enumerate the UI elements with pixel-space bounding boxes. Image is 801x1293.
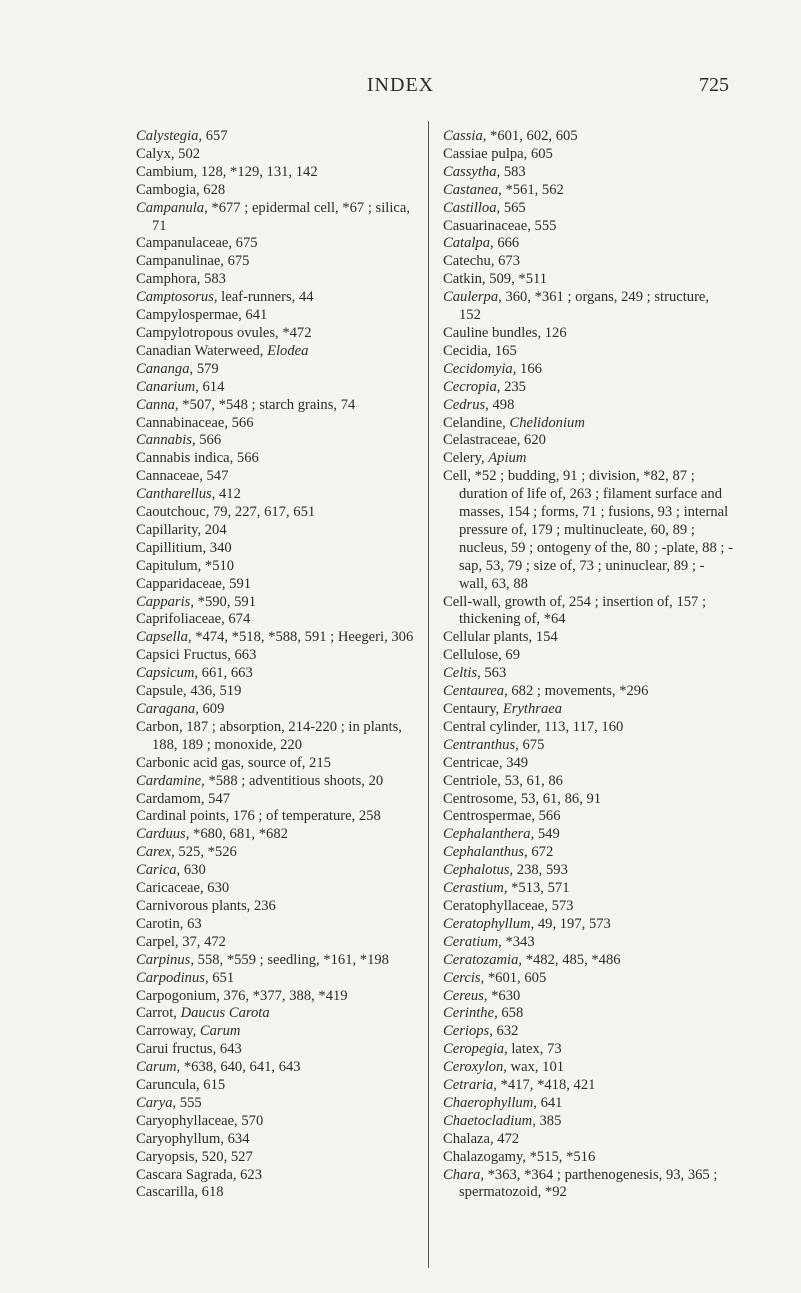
- entry-text: , 579: [189, 360, 219, 377]
- entry-text: , 166: [512, 360, 542, 377]
- entry-text: Catechu, 673: [443, 253, 521, 270]
- index-entry: [136, 970, 421, 988]
- entry-text: , 563: [477, 665, 507, 682]
- entry-text: Capparidaceae, 591: [136, 575, 252, 592]
- entry-text: Carui fructus, 643: [136, 1041, 242, 1058]
- entry-text: Central cylinder, 113, 117, 160: [443, 718, 624, 735]
- entry-term-italic: Cardamine: [136, 772, 202, 789]
- entry-text: , *363, *364 ; parthenogenesis, 93, 365 ; spermatozoid, *92: [459, 1166, 718, 1201]
- index-entry: [136, 540, 421, 558]
- entry-text: , 235: [496, 378, 526, 395]
- index-entry: [443, 844, 733, 862]
- index-entry: [136, 558, 421, 576]
- index-entry: [136, 773, 421, 791]
- entry-text: Carpel, 37, 472: [136, 933, 226, 950]
- index-entry: [443, 719, 733, 737]
- page-header: [0, 74, 801, 104]
- index-entry: [136, 307, 421, 325]
- index-entry: [136, 629, 421, 647]
- index-entry: [443, 1095, 733, 1113]
- index-entry: [443, 450, 733, 468]
- index-entry: [136, 880, 421, 898]
- entry-term-italic: Daucus Carota: [180, 1005, 270, 1022]
- index-entry: [136, 1059, 421, 1077]
- entry-term-italic: Cetraria: [443, 1077, 494, 1094]
- index-entry: [443, 182, 733, 200]
- entry-term-italic: Cantharellus: [136, 486, 212, 503]
- entry-text: , 661, 663: [194, 665, 253, 682]
- index-entry: [443, 594, 733, 630]
- entry-term-italic: Camptosorus: [136, 289, 214, 306]
- entry-term-italic: Ceropegia: [443, 1041, 505, 1058]
- index-entry: [136, 164, 421, 182]
- entry-text: Capillitium, 340: [136, 539, 232, 556]
- entry-text: , *474, *518, *588, 591 ; Heegeri, 306: [187, 629, 414, 646]
- index-entry: [443, 146, 733, 164]
- entry-term-italic: Cannabis: [136, 432, 192, 449]
- entry-text: Capillarity, 204: [136, 521, 227, 538]
- column-divider: [428, 121, 429, 1268]
- index-entry: [443, 253, 733, 271]
- entry-text: Carroway,: [136, 1023, 200, 1040]
- entry-text: , 672: [524, 844, 554, 861]
- entry-text: Cannaceae, 547: [136, 468, 229, 485]
- entry-text: Cellulose, 69: [443, 647, 521, 664]
- index-entry: [443, 397, 733, 415]
- index-entry: [443, 898, 733, 916]
- index-entry: [443, 737, 733, 755]
- entry-text: Capsici Fructus, 663: [136, 647, 257, 664]
- index-entry: [136, 450, 421, 468]
- index-entry: [443, 862, 733, 880]
- entry-text: Cannabinaceae, 566: [136, 414, 254, 431]
- entry-text: Centaury,: [443, 701, 503, 717]
- index-entry: [136, 826, 421, 844]
- page-title: INDEX: [366, 74, 435, 96]
- index-entry: [136, 432, 421, 450]
- index-entry: [443, 880, 733, 898]
- entry-text: Centriole, 53, 61, 86: [443, 772, 563, 789]
- index-entry: [136, 1023, 421, 1041]
- index-entry: [136, 325, 421, 343]
- entry-text: Caruncula, 615: [136, 1077, 226, 1094]
- index-entry: [443, 289, 733, 325]
- entry-term-italic: Canarium: [136, 378, 196, 395]
- entry-text: , *630: [483, 987, 521, 1004]
- entry-term-italic: Erythraea: [502, 701, 563, 717]
- entry-term-italic: Cephalanthus: [443, 844, 525, 861]
- entry-text: , *677 ; epidermal cell, *67 ; silica, 71: [152, 199, 410, 234]
- entry-term-italic: Cecidomyia: [443, 360, 513, 377]
- index-entry: [443, 701, 733, 719]
- index-entry: [136, 665, 421, 683]
- index-entry: [443, 1005, 733, 1023]
- index-entry: [443, 1041, 733, 1059]
- entry-text: , 666: [490, 235, 520, 252]
- entry-term-italic: Carpinus: [136, 951, 191, 968]
- index-entry: [136, 200, 421, 236]
- entry-text: , 614: [195, 378, 225, 395]
- entry-term-italic: Chaerophyllum: [443, 1094, 534, 1111]
- index-entry: [136, 862, 421, 880]
- index-entry: [136, 898, 421, 916]
- entry-term-italic: Cephalanthera: [443, 826, 531, 843]
- entry-text: Cascarilla, 618: [136, 1184, 224, 1201]
- index-entry: [136, 1131, 421, 1149]
- entry-term-italic: Elodea: [267, 342, 309, 359]
- index-entry: [443, 970, 733, 988]
- entry-text: Caryopsis, 520, 527: [136, 1148, 253, 1165]
- index-entry: [443, 773, 733, 791]
- index-entry: [443, 235, 733, 253]
- entry-term-italic: Capparis: [136, 593, 191, 610]
- entry-text: Campanulinae, 675: [136, 253, 250, 270]
- entry-text: Cascara Sagrada, 623: [136, 1166, 263, 1183]
- index-column-left: [136, 128, 421, 1202]
- entry-term-italic: Capsicum: [136, 665, 195, 682]
- index-entry: [443, 1077, 733, 1095]
- entry-term-italic: Centaurea: [443, 683, 505, 700]
- entry-text: , 682 ; movements, *296: [504, 683, 649, 700]
- entry-term-italic: Celtis: [443, 665, 478, 682]
- entry-term-italic: Caragana: [136, 701, 196, 717]
- entry-text: Cellular plants, 154: [443, 629, 558, 646]
- entry-term-italic: Cephalotus: [443, 862, 510, 879]
- entry-term-italic: Cereus: [443, 987, 484, 1004]
- entry-term-italic: Capsella: [136, 629, 188, 646]
- entry-term-italic: Chaetocladium: [443, 1112, 533, 1129]
- entry-text: Caryophyllum, 634: [136, 1130, 250, 1147]
- entry-text: , 609: [195, 701, 225, 717]
- index-entry: [136, 576, 421, 594]
- entry-text: , 657: [198, 128, 228, 144]
- index-entry: [443, 468, 733, 593]
- index-entry: [443, 1131, 733, 1149]
- entry-term-italic: Cedrus: [443, 396, 486, 413]
- entry-text: Calyx, 502: [136, 145, 201, 162]
- index-entry: [443, 271, 733, 289]
- entry-text: , *680, 681, *682: [185, 826, 288, 843]
- entry-text: Camphora, 583: [136, 271, 226, 288]
- entry-term-italic: Carduus: [136, 826, 186, 843]
- index-entry: [136, 934, 421, 952]
- index-entry: [136, 1167, 421, 1185]
- index-entry: [136, 1077, 421, 1095]
- entry-text: Cassiae pulpa, 605: [443, 145, 553, 162]
- index-entry: [443, 665, 733, 683]
- index-entry: [136, 289, 421, 307]
- entry-text: , 360, *361 ; organs, 249 ; structure, 152: [459, 289, 710, 324]
- entry-text: Carbonic acid gas, source of, 215: [136, 754, 331, 771]
- index-entry: [136, 397, 421, 415]
- entry-term-italic: Cerinthe: [443, 1005, 495, 1022]
- index-entry: [136, 683, 421, 701]
- entry-term-italic: Castilloa: [443, 199, 497, 216]
- index-entry: [136, 952, 421, 970]
- entry-text: Carotin, 63: [136, 915, 202, 932]
- index-entry: [136, 271, 421, 289]
- index-column-right: [443, 128, 733, 1202]
- index-entry: [443, 1167, 733, 1203]
- index-entry: [136, 1149, 421, 1167]
- entry-text: , *590, 591: [190, 593, 257, 610]
- index-entry: [443, 1113, 733, 1131]
- entry-text: Chalaza, 472: [443, 1130, 520, 1147]
- entry-text: Capsule, 436, 519: [136, 683, 242, 700]
- index-entry: [136, 361, 421, 379]
- entry-text: Campylotropous ovules, *472: [136, 324, 312, 341]
- entry-text: Capitulum, *510: [136, 557, 235, 574]
- index-entry: [443, 1023, 733, 1041]
- entry-text: Celery,: [443, 450, 489, 467]
- entry-text: , *417, *418, 421: [493, 1077, 596, 1094]
- index-entry: [443, 325, 733, 343]
- entry-text: Cell, *52 ; budding, 91 ; division, *82, 87 ; duration of life of, 263 ; filament surface and masses, 154 ; forms, 71 ; fusions, 93 ; internal pressure of, 179 ; multinucleate, 60, 89 ; nucleus, 59 ; ontogeny of the, 80 ; -plate, 88 ; -sap, 53, 79 ; size of, 73 ; uninuclear, 89 ; -wall, 63, 88: [443, 468, 733, 592]
- entry-text: , *507, *548 ; starch grains, 74: [174, 396, 356, 413]
- entry-text: , 566: [191, 432, 222, 449]
- entry-text: , 412: [211, 486, 241, 503]
- entry-text: Celastraceae, 620: [443, 432, 546, 449]
- entry-text: Cecidia, 165: [443, 342, 517, 359]
- entry-text: Carbon, 187 ; absorption, 214-220 ; in plants, 188, 189 ; monoxide, 220: [136, 718, 402, 753]
- index-entry: [136, 1113, 421, 1131]
- entry-text: , 641: [533, 1094, 563, 1111]
- entry-term-italic: Cecropia: [443, 378, 497, 395]
- entry-text: , *601, 605: [480, 969, 547, 986]
- entry-text: , 525, *526: [171, 844, 237, 861]
- entry-text: Campanulaceae, 675: [136, 235, 258, 252]
- index-entry: [443, 755, 733, 773]
- index-entry: [136, 1041, 421, 1059]
- index-entry: [443, 808, 733, 826]
- entry-term-italic: Ceratophyllum: [443, 915, 531, 932]
- index-entry: [443, 647, 733, 665]
- entry-text: Cambogia, 628: [136, 181, 226, 198]
- entry-text: , *638, 640, 641, 643: [176, 1059, 301, 1076]
- entry-text: , 498: [485, 396, 515, 413]
- entry-term-italic: Carex: [136, 844, 172, 861]
- entry-text: , 385: [532, 1112, 562, 1129]
- entry-term-italic: Carpodinus: [136, 969, 205, 986]
- index-entry: [136, 844, 421, 862]
- entry-text: , wax, 101: [503, 1059, 565, 1076]
- entry-text: Celandine,: [443, 414, 510, 431]
- index-entry: [136, 916, 421, 934]
- index-entry: [443, 826, 733, 844]
- entry-text: , *482, 485, *486: [518, 951, 621, 968]
- index-entry: [136, 719, 421, 755]
- index-entry: [136, 486, 421, 504]
- index-entry: [136, 647, 421, 665]
- index-entry: [443, 1059, 733, 1077]
- index-entry: [443, 791, 733, 809]
- entry-text: , 658: [494, 1005, 524, 1022]
- index-entry: [136, 128, 421, 146]
- entry-text: Caryophyllaceae, 570: [136, 1112, 264, 1129]
- entry-text: Canadian Waterweed,: [136, 342, 268, 359]
- entry-term-italic: Ceratium: [443, 933, 499, 950]
- index-entry: [136, 522, 421, 540]
- index-entry: [443, 683, 733, 701]
- index-entry: [136, 611, 421, 629]
- index-entry: [136, 701, 421, 719]
- index-entry: [443, 988, 733, 1006]
- entry-text: , *588 ; adventitious shoots, 20: [201, 772, 384, 789]
- index-entry: [136, 1184, 421, 1202]
- entry-term-italic: Campanula: [136, 199, 205, 216]
- index-entry: [443, 629, 733, 647]
- index-entry: [136, 1095, 421, 1113]
- entry-term-italic: Carum: [136, 1059, 177, 1076]
- index-entry: [136, 808, 421, 826]
- entry-text: , 675: [515, 736, 545, 753]
- entry-text: , 630: [176, 862, 206, 879]
- index-entry: [443, 916, 733, 934]
- entry-term-italic: Cananga: [136, 360, 190, 377]
- index-entry: [443, 432, 733, 450]
- index-entry: [136, 594, 421, 612]
- index-entry: [443, 952, 733, 970]
- entry-text: , *601, 602, 605: [482, 128, 578, 144]
- entry-term-italic: Centranthus: [443, 736, 516, 753]
- entry-text: Cambium, 128, *129, 131, 142: [136, 163, 318, 180]
- entry-text: Cardinal points, 176 ; of temperature, 258: [136, 808, 381, 825]
- entry-term-italic: Chara: [443, 1166, 481, 1183]
- entry-term-italic: Ceroxylon: [443, 1059, 504, 1076]
- index-entry: [443, 934, 733, 952]
- index-entry: [136, 379, 421, 397]
- entry-text: Caoutchouc, 79, 227, 617, 651: [136, 504, 316, 521]
- entry-text: Cell-wall, growth of, 254 ; insertion of, 157 ; thickening of, *64: [443, 593, 707, 628]
- entry-text: , 238, 593: [509, 862, 568, 879]
- index-entry: [136, 468, 421, 486]
- entry-text: , 555: [172, 1094, 202, 1111]
- entry-term-italic: Carum: [199, 1023, 241, 1040]
- entry-text: Carpogonium, 376, *377, 388, *419: [136, 987, 348, 1004]
- entry-text: Carrot,: [136, 1005, 181, 1022]
- entry-text: Centricae, 349: [443, 754, 529, 771]
- entry-text: , 565: [496, 199, 526, 216]
- index-entry: [443, 128, 733, 146]
- entry-text: Ceratophyllaceae, 573: [443, 897, 574, 914]
- entry-text: Caricaceae, 630: [136, 880, 230, 897]
- entry-text: Centrospermae, 566: [443, 808, 561, 825]
- entry-term-italic: Ceratozamia: [443, 951, 519, 968]
- index-entry: [136, 182, 421, 200]
- index-entry: [443, 200, 733, 218]
- entry-text: Chalazogamy, *515, *516: [443, 1148, 596, 1165]
- entry-term-italic: Caulerpa: [443, 289, 499, 306]
- entry-text: Campylospermae, 641: [136, 307, 268, 324]
- entry-text: Centrosome, 53, 61, 86, 91: [443, 790, 602, 807]
- index-entry: [136, 146, 421, 164]
- entry-term-italic: Canna: [136, 396, 175, 413]
- entry-text: , 583: [496, 163, 526, 180]
- index-entry: [136, 988, 421, 1006]
- entry-text: , latex, 73: [504, 1041, 562, 1058]
- entry-text: , 632: [489, 1023, 519, 1040]
- entry-term-italic: Catalpa: [443, 235, 491, 252]
- entry-text: , 49, 197, 573: [530, 915, 611, 932]
- entry-text: Carnivorous plants, 236: [136, 897, 276, 914]
- index-entry: [136, 504, 421, 522]
- entry-text: Catkin, 509, *511: [443, 271, 548, 288]
- entry-text: , 651: [204, 969, 235, 986]
- index-entry: [136, 791, 421, 809]
- entry-term-italic: Cerastium: [443, 880, 504, 897]
- index-entry: [443, 361, 733, 379]
- entry-term-italic: Apium: [488, 450, 527, 467]
- entry-term-italic: Chelidonium: [509, 414, 585, 431]
- index-entry: [443, 164, 733, 182]
- entry-term-italic: Ceriops: [443, 1023, 490, 1040]
- entry-text: Casuarinaceae, 555: [443, 217, 557, 234]
- entry-text: , 558, *559 ; seedling, *161, *198: [190, 951, 389, 968]
- entry-term-italic: Castanea: [443, 181, 499, 198]
- entry-term-italic: Cassytha: [443, 163, 497, 180]
- entry-text: , *513, 571: [503, 880, 570, 897]
- entry-text: Cauline bundles, 126: [443, 324, 567, 341]
- entry-text: , 549: [530, 826, 560, 843]
- page-number: 725: [699, 74, 729, 96]
- index-entry: [443, 218, 733, 236]
- index-entry: [136, 235, 421, 253]
- index-entry: [443, 415, 733, 433]
- index-entry: [136, 253, 421, 271]
- index-entry: [136, 755, 421, 773]
- entry-term-italic: Cercis: [443, 969, 481, 986]
- index-entry: [136, 415, 421, 433]
- index-entry: [443, 379, 733, 397]
- index-entry: [443, 343, 733, 361]
- entry-term-italic: Cassia: [443, 128, 483, 144]
- index-entry: [136, 1005, 421, 1023]
- entry-text: , *343: [498, 933, 535, 950]
- entry-text: Caprifoliaceae, 674: [136, 611, 251, 628]
- index-entry: [443, 1149, 733, 1167]
- entry-term-italic: Calystegia: [136, 128, 199, 144]
- index-entry: [136, 343, 421, 361]
- entry-text: Cardamom, 547: [136, 790, 231, 807]
- entry-term-italic: Carica: [136, 862, 177, 879]
- entry-text: , leaf-runners, 44: [213, 289, 314, 306]
- entry-text: , *561, 562: [498, 181, 564, 198]
- entry-text: Cannabis indica, 566: [136, 450, 259, 467]
- entry-term-italic: Carya: [136, 1094, 173, 1111]
